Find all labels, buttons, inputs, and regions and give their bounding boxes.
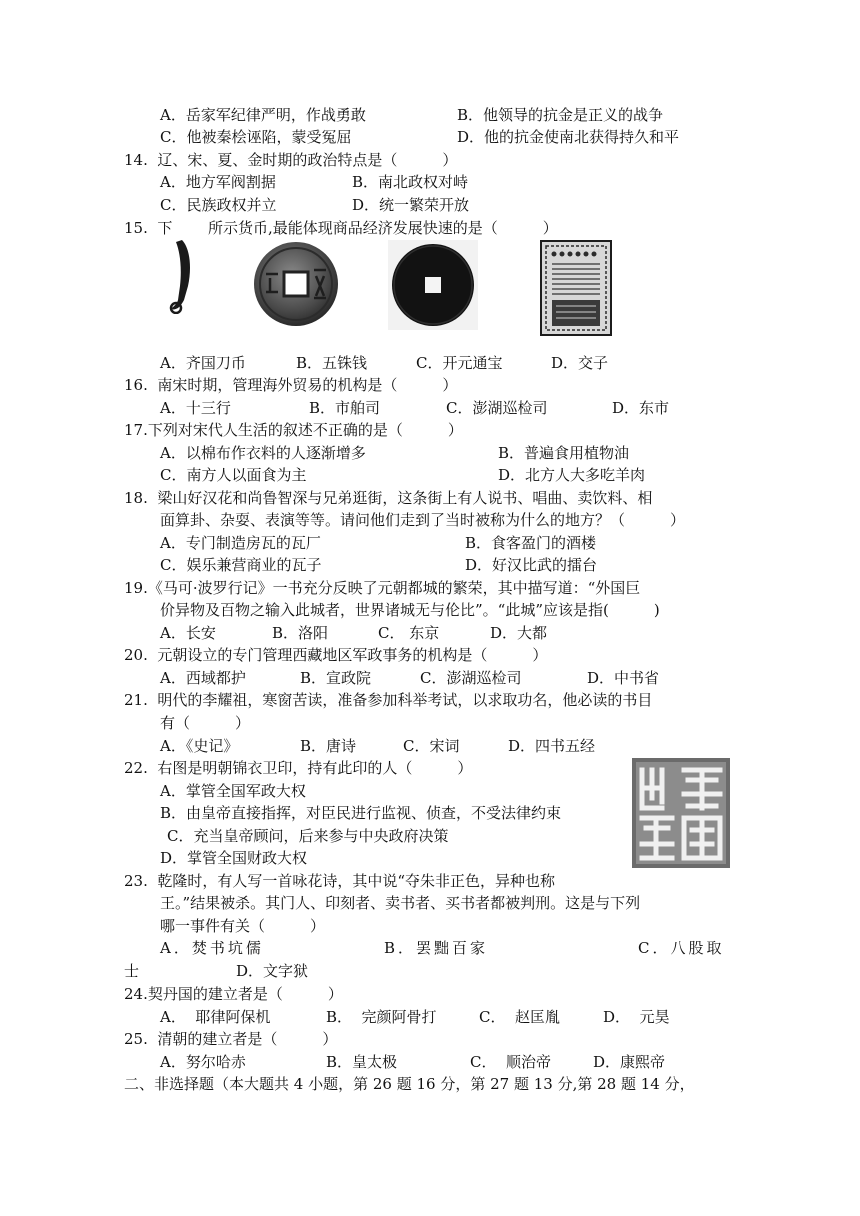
q17-option-b: B．普遍食用植物油 (498, 444, 630, 462)
q16-option-b: B．市舶司 (309, 399, 381, 417)
jinyiwei-seal-image (632, 758, 730, 868)
q21-option-d: D．四书五经 (508, 737, 596, 755)
q23-option-a: A．焚书坑儒 (160, 939, 264, 957)
q13-option-a: A．岳家军纪律严明，作战勇敢 (160, 106, 366, 124)
q19-option-d: D．大都 (490, 624, 548, 642)
jiaozi-note-image (540, 240, 612, 336)
q23-option-c-end: 士 (124, 962, 140, 980)
q21-option-c: C．宋词 (403, 737, 460, 755)
q16-option-a: A．十三行 (160, 399, 231, 417)
kaiyuan-coin-image (388, 240, 478, 330)
q20-option-a: A．西域都护 (160, 669, 246, 687)
q15-stem-start: 15. 下 (124, 219, 173, 237)
q23-option-c-start: C．八股取 (638, 939, 725, 957)
q23-option-b: B．罢黜百家 (384, 939, 489, 957)
q25-stem: 25. 清朝的建立者是（ ） (124, 1030, 338, 1048)
q14-stem: 14. 辽、宋、夏、金时期的政治特点是（ ） (124, 151, 458, 169)
q25-option-a: A．努尔哈赤 (160, 1053, 246, 1071)
q22-option-d: D．掌管全国财政大权 (160, 849, 308, 867)
q22-option-b: B．由皇帝直接指挥，对臣民进行监视、侦查，不受法律约束 (160, 804, 562, 822)
q19-stem-line1: 19.《马可·波罗行记》一书充分反映了元朝都城的繁荣，其中描写道：“外国巨 (124, 579, 641, 597)
q20-stem: 20. 元朝设立的专门管理西藏地区军政事务的机构是（ ） (124, 646, 548, 664)
q17-option-d: D．北方人大多吃羊肉 (498, 466, 646, 484)
q24-stem: 24.契丹国的建立者是（ ） (124, 985, 343, 1003)
q23-stem-line2: 王。”结果被杀。其门人、印刻者、卖书者、买书者都被判刑。这是与下列 (160, 894, 641, 912)
q17-stem: 17.下列对宋代人生活的叙述不正确的是（ ） (124, 421, 463, 439)
q18-option-a: A．专门制造房瓦的瓦厂 (160, 534, 321, 552)
q24-option-d: D． 元昊 (603, 1008, 670, 1026)
q19-stem-line2: 价异物及百物之输入此城者，世界诸城无与伦比”。“此城”应该是指( ) (160, 601, 660, 619)
q13-option-c: C．他被秦桧诬陷，蒙受冤屈 (160, 128, 352, 146)
q19-option-b: B．洛阳 (272, 624, 329, 642)
q15-option-c: C．开元通宝 (416, 354, 503, 372)
q16-stem: 16. 南宋时期，管理海外贸易的机构是（ ） (124, 376, 458, 394)
q18-stem-line2: 面算卦、杂耍、表演等等。请问他们走到了当时被称为什么的地方？（ ） (160, 511, 686, 529)
section-2-heading: 二、非选择题（本大题共 4 小题，第 26 题 16 分，第 27 题 13 分,第 28 题 14 分， (124, 1075, 695, 1093)
q18-option-d: D．好汉比武的擂台 (465, 556, 598, 574)
q24-option-b: B． 完颜阿骨打 (326, 1008, 437, 1026)
knife-coin-image (168, 238, 202, 314)
q23-option-d: D．文字狱 (236, 962, 309, 980)
q15-option-d: D．交子 (551, 354, 609, 372)
q22-option-a: A．掌管全国军政大权 (160, 782, 306, 800)
q24-option-c: C． 赵匡胤 (479, 1008, 561, 1026)
q16-option-c: C．澎湖巡检司 (446, 399, 548, 417)
q18-option-c: C．娱乐兼营商业的瓦子 (160, 556, 322, 574)
q14-option-a: A．地方军阀割据 (160, 173, 276, 191)
q14-option-c: C．民族政权并立 (160, 196, 277, 214)
wuzhu-coin-image (252, 240, 340, 328)
q16-option-d: D．东市 (612, 399, 670, 417)
q20-option-c: C．澎湖巡检司 (420, 669, 522, 687)
q21-stem-line2: 有（ ） (160, 714, 251, 732)
q20-option-b: B．宣政院 (300, 669, 372, 687)
q13-option-b: B．他领导的抗金是正义的战争 (457, 106, 664, 124)
q22-option-c: C．充当皇帝顾问，后来参与中央政府决策 (167, 827, 449, 845)
q23-stem-line3: 哪一事件有关（ ） (160, 917, 326, 935)
q15-stem-end: 所示货币,最能体现商品经济发展快速的是（ ） (208, 219, 558, 237)
q17-option-c: C．南方人以面食为主 (160, 466, 307, 484)
q25-option-b: B．皇太极 (326, 1053, 398, 1071)
q19-option-c: C． 东京 (378, 624, 440, 642)
q15-option-b: B．五铢钱 (296, 354, 368, 372)
q20-option-d: D．中书省 (587, 669, 660, 687)
q19-option-a: A．长安 (160, 624, 216, 642)
q21-option-b: B．唐诗 (300, 737, 357, 755)
q14-option-b: B．南北政权对峙 (352, 173, 469, 191)
q17-option-a: A．以棉布作衣料的人逐渐增多 (160, 444, 366, 462)
q22-stem: 22. 右图是明朝锦衣卫印，持有此印的人（ ） (124, 759, 473, 777)
q21-option-a: A．《史记》 (160, 737, 239, 755)
q15-option-a: A．齐国刀币 (160, 354, 246, 372)
q18-option-b: B．食客盈门的酒楼 (465, 534, 597, 552)
q21-stem-line1: 21. 明代的李耀祖，寒窗苦读，准备参加科举考试，以求取功名，他必读的书目 (124, 691, 653, 709)
q13-option-d: D．他的抗金使南北获得持久和平 (457, 128, 680, 146)
q14-option-d: D．统一繁荣开放 (352, 196, 470, 214)
q24-option-a: A． 耶律阿保机 (160, 1008, 271, 1026)
q23-stem-line1: 23. 乾隆时，有人写一首咏花诗，其中说“夺朱非正色，异种也称 (124, 872, 556, 890)
q25-option-c: C． 顺治帝 (470, 1053, 552, 1071)
q18-stem-line1: 18. 梁山好汉花和尚鲁智深与兄弟逛街，这条街上有人说书、唱曲、卖饮料、相 (124, 489, 653, 507)
q25-option-d: D．康熙帝 (593, 1053, 666, 1071)
